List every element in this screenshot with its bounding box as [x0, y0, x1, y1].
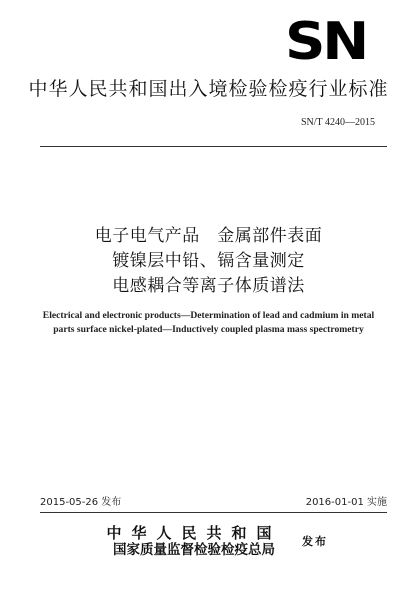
standard-number: SN/T 4240—2015 — [301, 117, 375, 128]
chinese-title-line-1: 电子电气产品 金属部件表面 — [94, 226, 323, 246]
issuer-agency: 国家质量监督检验检疫总局 — [113, 542, 275, 558]
english-title-line-1: Electrical and electronic products—Determination of lead and cadmium in metal — [42, 310, 375, 321]
chinese-title-line-3: 电感耦合等离子体质谱法 — [112, 276, 305, 296]
organization-standard-title: 中华人民共和国出入境检验检疫行业标准 — [28, 78, 389, 100]
bottom-divider — [40, 512, 387, 513]
english-title-line-2: parts surface nickel-plated—Inductively coupled plasma mass spectrometry — [53, 324, 364, 335]
issuer-country: 中华人民共和国 — [106, 524, 282, 542]
sn-logo: SN — [285, 12, 366, 72]
chinese-title — [0, 224, 417, 299]
chinese-title-line-2: 镀镍层中铅、镉含量测定 — [112, 251, 305, 271]
issuer-block — [89, 524, 299, 559]
publish-label: 发布 — [302, 535, 328, 548]
english-title — [0, 309, 417, 337]
implementation-date: 2016-01-01 实施 — [305, 497, 387, 508]
top-divider — [40, 146, 387, 147]
issue-date: 2015-05-26 发布 — [40, 497, 122, 508]
